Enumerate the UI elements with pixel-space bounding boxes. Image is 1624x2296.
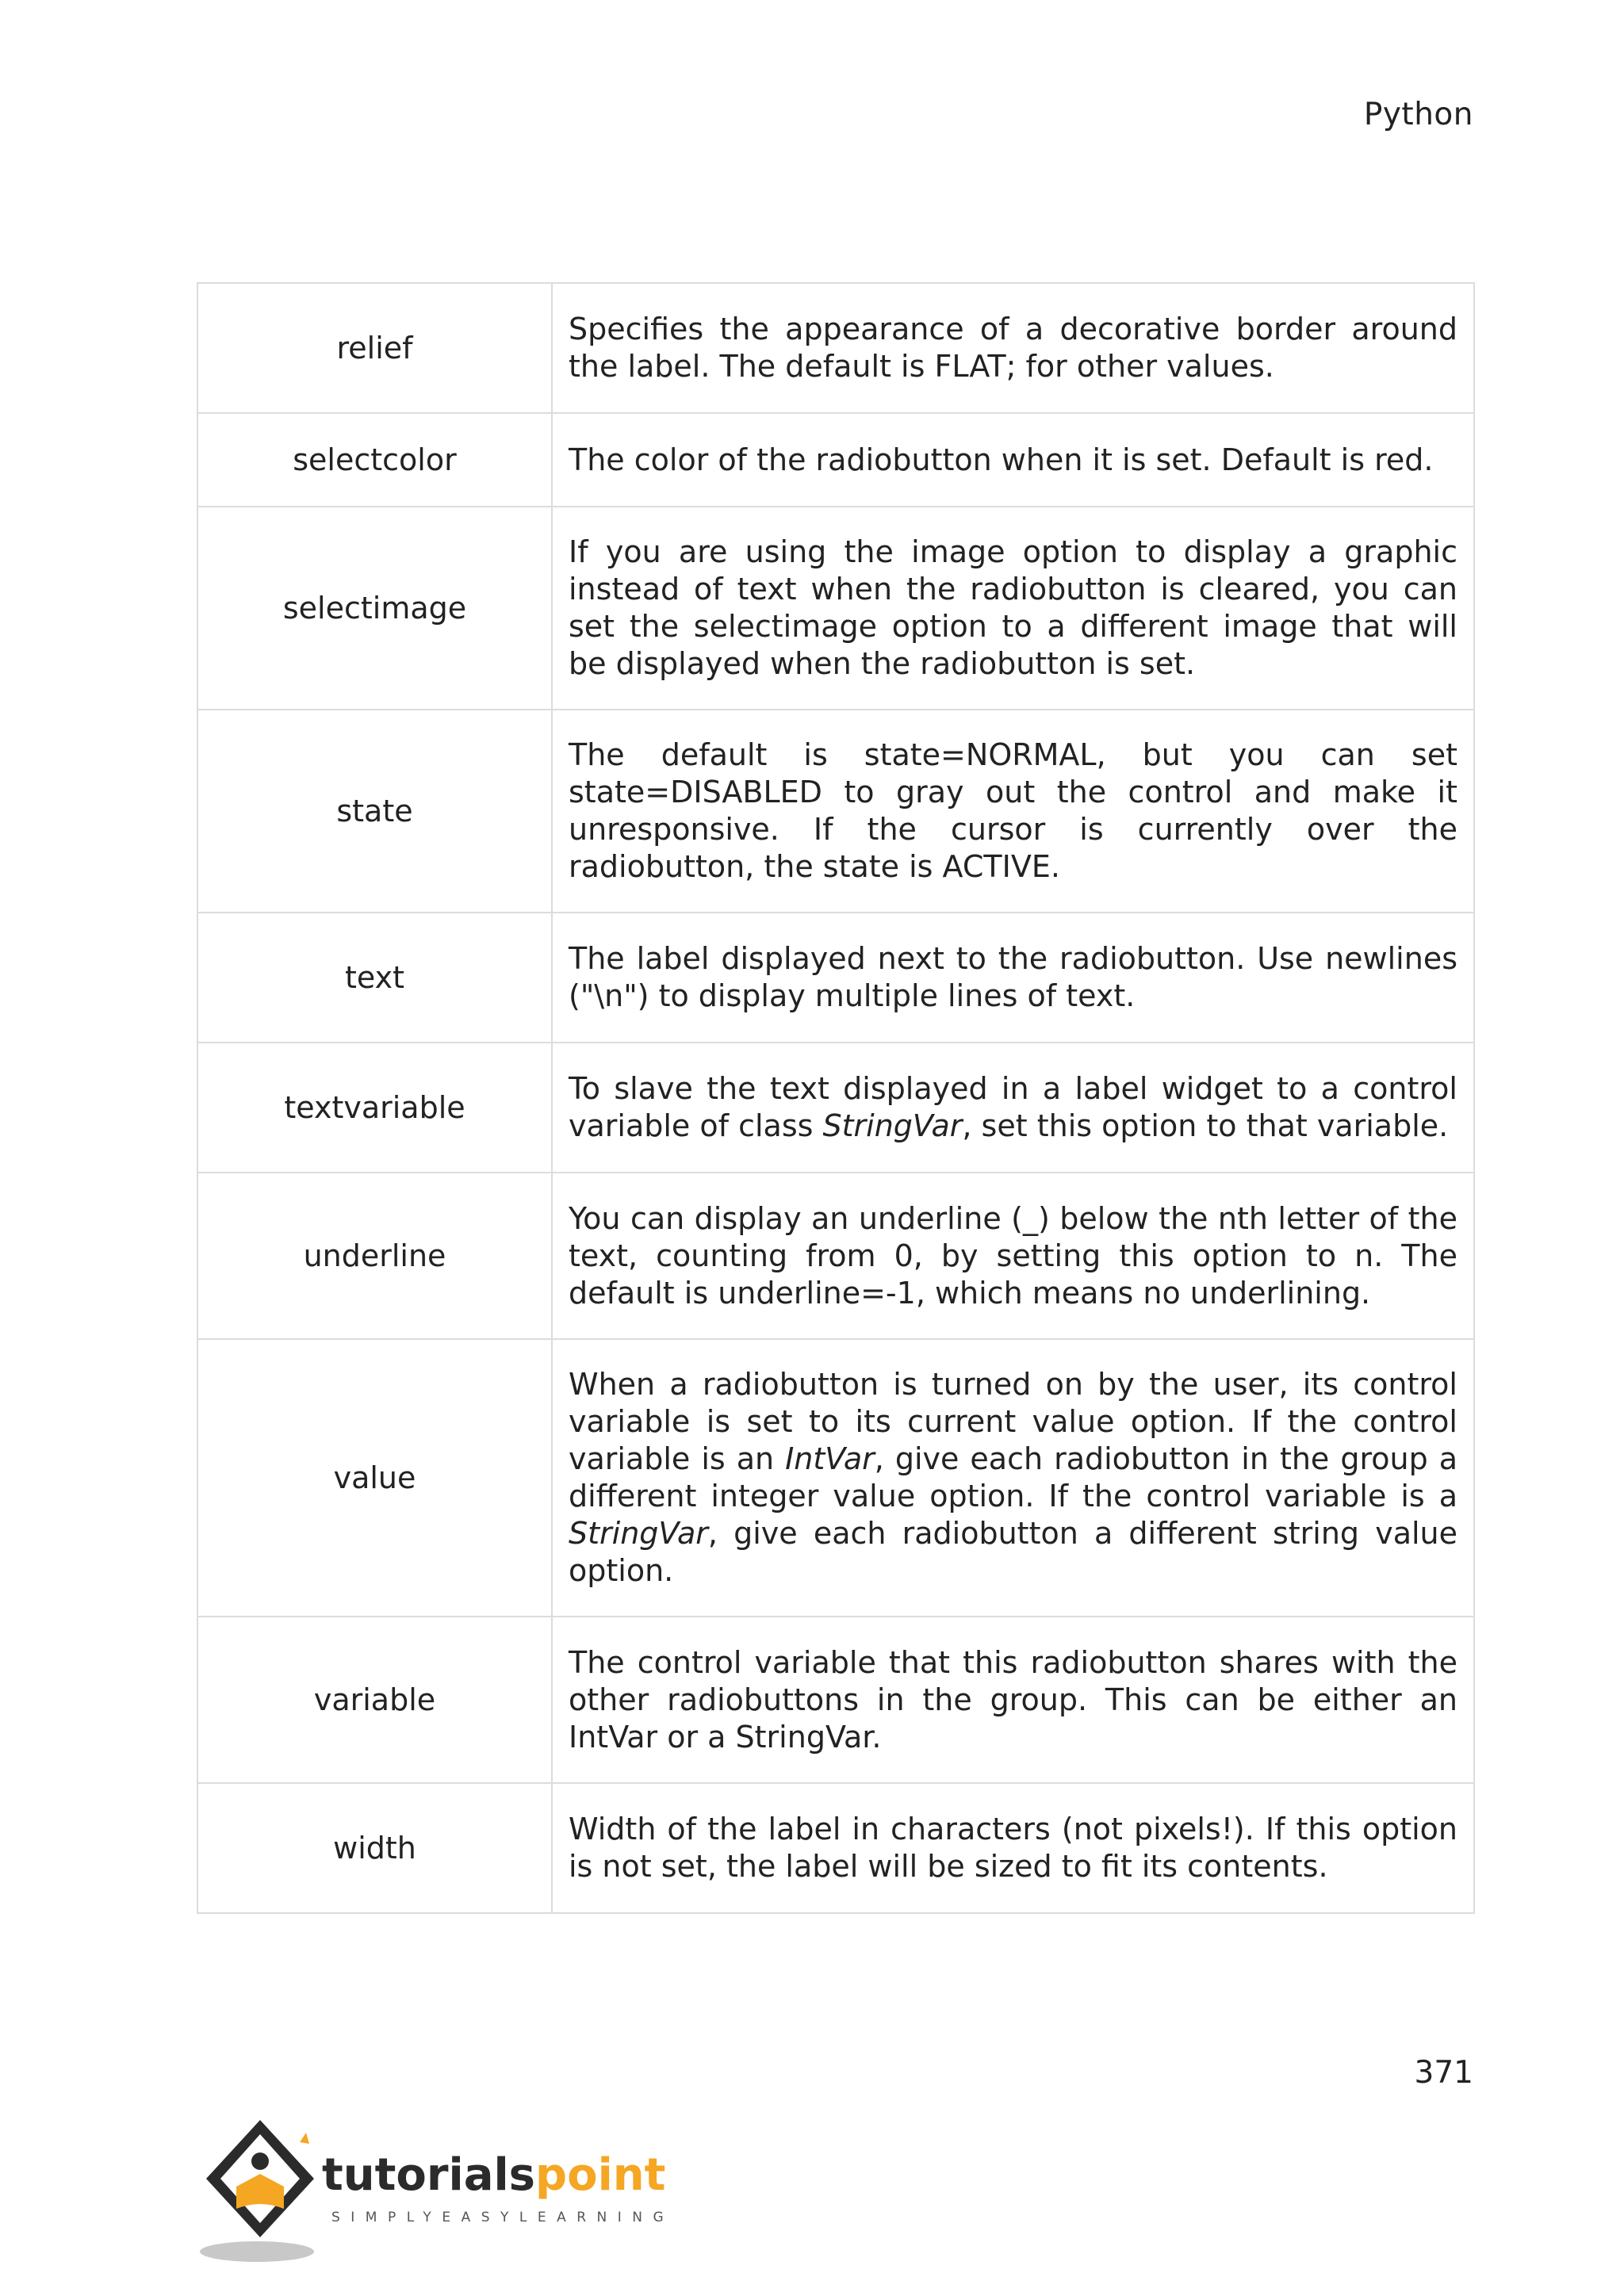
logo-spark-icon xyxy=(300,2133,309,2144)
option-description xyxy=(552,1043,1474,1173)
option-description: The label displayed next to the radiobutton. Use newlines ("\n") to display multiple lines of text. xyxy=(552,913,1474,1043)
table-row xyxy=(197,507,1474,710)
option-name: selectimage xyxy=(197,507,552,710)
desc-text: , set this option to that variable. xyxy=(962,1108,1449,1143)
option-name: textvariable xyxy=(197,1043,552,1173)
desc-text: , give each radiobutton in the group a different integer value option. If the control variable is a xyxy=(569,1441,1457,1513)
header-title: Python xyxy=(1363,97,1473,132)
logo-graphic xyxy=(195,2110,687,2269)
table-row xyxy=(197,710,1474,913)
option-description: The control variable that this radiobutton shares with the other radiobuttons in the group. This can be either an IntVar or a StringVar. xyxy=(552,1617,1474,1783)
option-description: Specifies the appearance of a decorative border around the label. The default is FLAT; for other values. xyxy=(552,283,1474,413)
logo-shadow xyxy=(200,2241,314,2262)
logo-wordmark: tutorialspoint xyxy=(322,2149,666,2201)
desc-italic-term: StringVar xyxy=(569,1516,708,1551)
table-row xyxy=(197,1339,1474,1617)
option-description: The default is state=NORMAL, but you can set state=DISABLED to gray out the control and make it unresponsive. If the cursor is currently over the radiobutton, the state is ACTIVE. xyxy=(552,710,1474,913)
desc-text: To slave the text displayed in a label widget to a control variable of class xyxy=(569,1071,1457,1143)
table-row xyxy=(197,413,1474,507)
desc-text: When a radiobutton is turned on by the user, its control variable is set to its current value option. If the control variable is an xyxy=(569,1367,1457,1476)
option-description xyxy=(552,1339,1474,1617)
option-description: The color of the radiobutton when it is set. Default is red. xyxy=(552,413,1474,507)
table-row xyxy=(197,283,1474,413)
options-table xyxy=(197,282,1475,1914)
table-row xyxy=(197,913,1474,1043)
table-row xyxy=(197,1173,1474,1339)
option-name: text xyxy=(197,913,552,1043)
logo-tagline: SIMPLYEASYLEARNING xyxy=(331,2210,675,2225)
option-name: relief xyxy=(197,283,552,413)
option-name: underline xyxy=(197,1173,552,1339)
option-name: state xyxy=(197,710,552,913)
table-row xyxy=(197,1617,1474,1783)
table-row xyxy=(197,1783,1474,1913)
option-description: Width of the label in characters (not pixels!). If this option is not set, the label will be sized to fit its contents. xyxy=(552,1783,1474,1913)
option-name: width xyxy=(197,1783,552,1913)
option-description: If you are using the image option to display a graphic instead of text when the radiobutton is cleared, you can set the selectimage option to a different image that will be displayed when the radiobutton is set. xyxy=(552,507,1474,710)
tutorialspoint-logo xyxy=(195,2110,687,2269)
desc-italic-term: StringVar xyxy=(822,1108,963,1143)
option-name: variable xyxy=(197,1617,552,1783)
page-header xyxy=(0,0,1624,159)
option-name: selectcolor xyxy=(197,413,552,507)
page-number: 371 xyxy=(1414,2055,1473,2091)
desc-text: , give each radiobutton a different string value option. xyxy=(569,1516,1457,1588)
desc-italic-term: IntVar xyxy=(785,1441,875,1476)
logo-person-icon xyxy=(251,2152,269,2170)
table-row xyxy=(197,1043,1474,1173)
option-name: value xyxy=(197,1339,552,1617)
option-description: You can display an underline (_) below the nth letter of the text, counting from 0, by setting this option to n. The default is underline=-1, which means no underlining. xyxy=(552,1173,1474,1339)
